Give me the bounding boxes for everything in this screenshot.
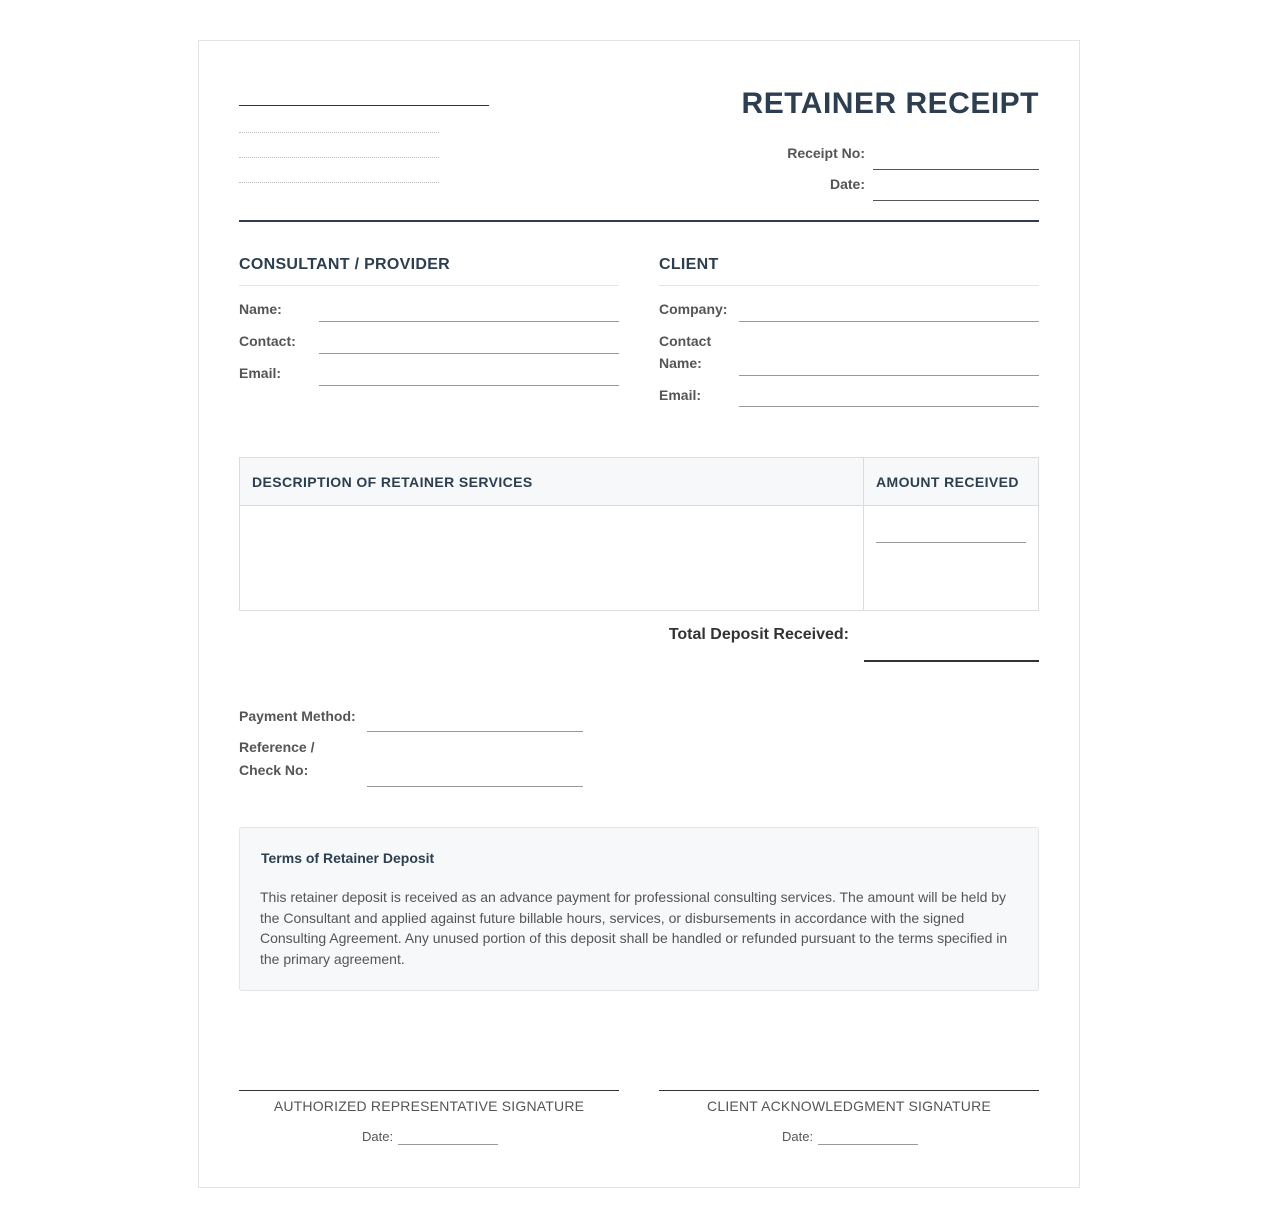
consultant-email-field[interactable] xyxy=(319,385,619,386)
consultant-contact-field[interactable] xyxy=(319,353,619,354)
description-column-header: DESCRIPTION OF RETAINER SERVICES xyxy=(252,474,533,490)
receipt-date-label: Date: xyxy=(829,176,865,192)
consultant-email-label: Email: xyxy=(239,365,282,381)
receipt-no-field[interactable] xyxy=(873,169,1039,170)
consultant-name-label: Name: xyxy=(239,301,282,317)
description-cell[interactable] xyxy=(240,506,863,610)
reference-label-line2: Check No: xyxy=(239,762,309,778)
total-deposit-field[interactable] xyxy=(864,660,1039,662)
amount-column-header: AMOUNT RECEIVED xyxy=(876,474,1019,490)
client-company-label: Company: xyxy=(659,301,728,317)
reference-label-line1: Reference / xyxy=(239,739,315,755)
client-contact-name-label-line1: Contact xyxy=(659,333,712,349)
client-date-label: Date: xyxy=(782,1129,814,1144)
representative-date-field[interactable] xyxy=(398,1144,498,1145)
client-contact-name-field[interactable] xyxy=(739,375,1039,376)
representative-signature-line[interactable] xyxy=(239,1090,619,1091)
representative-signature-label: AUTHORIZED REPRESENTATIVE SIGNATURE xyxy=(273,1098,585,1114)
client-signature-line[interactable] xyxy=(659,1090,1039,1091)
client-section-title: CLIENT xyxy=(659,256,1039,286)
consultant-name-field[interactable] xyxy=(319,321,619,322)
services-table-column-divider xyxy=(863,458,864,610)
client-email-label: Email: xyxy=(659,387,702,403)
consultant-section-title: CONSULTANT / PROVIDER xyxy=(239,256,619,286)
client-signature-label: CLIENT ACKNOWLEDGMENT SIGNATURE xyxy=(707,1098,991,1114)
payment-method-label: Payment Method: xyxy=(239,708,356,724)
receipt-page xyxy=(198,40,1080,1188)
terms-box xyxy=(239,827,1039,991)
client-date-field[interactable] xyxy=(818,1144,918,1145)
terms-body: This retainer deposit is received as an advance payment for professional consulting services. The amount will be held by the Consultant and applied against future billable hours, services, or disbursements in accordance with the signed Consulting Agreement. Any unused portion of this deposit shall be handled or refunded pursuant to the terms specified in the primary agreement. xyxy=(260,889,1008,967)
company-address-line-3[interactable] xyxy=(239,182,439,183)
reference-check-no-field[interactable] xyxy=(367,786,583,787)
header-divider xyxy=(239,220,1039,222)
company-address-line-1[interactable] xyxy=(239,132,439,133)
services-table xyxy=(239,457,1039,611)
payment-method-field[interactable] xyxy=(367,731,583,732)
company-name-line[interactable] xyxy=(239,105,489,106)
receipt-date-field[interactable] xyxy=(873,200,1039,201)
total-deposit-label: Total Deposit Received: xyxy=(668,626,849,643)
terms-title: Terms of Retainer Deposit xyxy=(261,850,435,866)
company-address-line-2[interactable] xyxy=(239,157,439,158)
client-company-field[interactable] xyxy=(739,321,1039,322)
client-email-field[interactable] xyxy=(739,406,1039,407)
client-contact-name-label-line2: Name: xyxy=(659,355,702,371)
document-title: RETAINER RECEIPT xyxy=(741,87,1039,120)
consultant-contact-label: Contact: xyxy=(239,333,296,349)
amount-received-field[interactable] xyxy=(876,542,1026,543)
receipt-no-label: Receipt No: xyxy=(787,145,865,161)
representative-date-label: Date: xyxy=(362,1129,394,1144)
